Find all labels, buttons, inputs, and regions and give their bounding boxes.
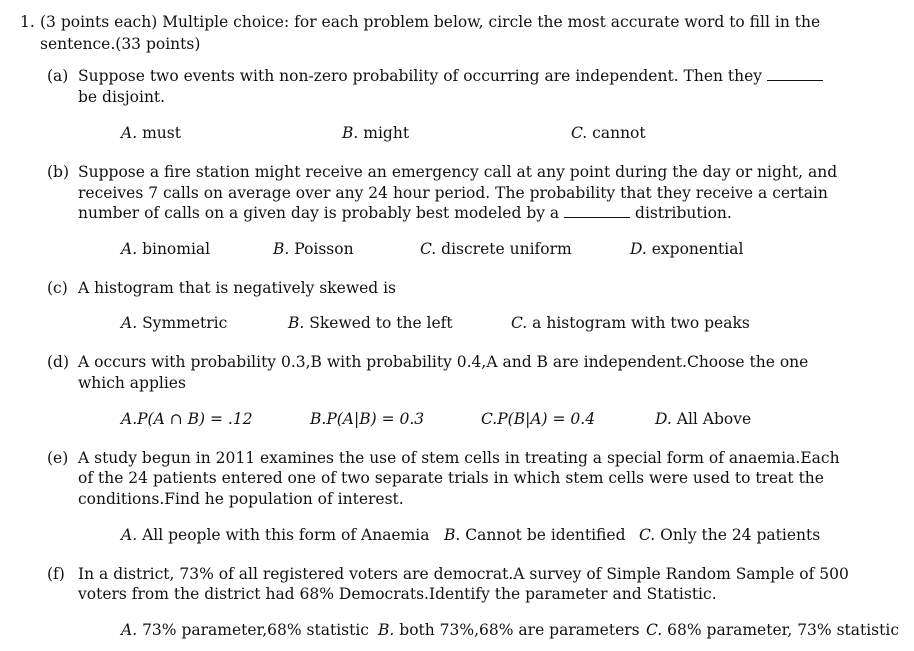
- option-b-D[interactable]: [630, 239, 743, 259]
- option-text: All Above: [676, 410, 752, 428]
- option-text: Cannot be identified: [465, 526, 626, 544]
- option-e-C[interactable]: [639, 525, 820, 545]
- option-c-C[interactable]: [511, 313, 750, 333]
- option-letter: A.: [121, 621, 138, 639]
- question-b-label: (b): [47, 163, 70, 181]
- problem-number: 1.: [20, 13, 35, 31]
- option-b-B[interactable]: [273, 239, 354, 259]
- option-letter: C.: [571, 124, 588, 142]
- option-b-A[interactable]: [121, 239, 210, 259]
- question-e-label: (e): [47, 449, 69, 467]
- option-d-C[interactable]: [481, 409, 595, 429]
- question-d-text-1: A occurs with probability 0.3,B with probability 0.4,A and B are independent.Choose the one: [78, 353, 809, 371]
- option-letter: B.: [444, 526, 461, 544]
- option-text: Skewed to the left: [309, 314, 453, 332]
- option-f-C[interactable]: [646, 620, 899, 640]
- question-f-text-2: voters from the district had 68% Democrats.Identify the parameter and Statistic.: [78, 585, 717, 603]
- question-a-label: (a): [47, 67, 69, 85]
- question-f-text-1: In a district, 73% of all registered voters are democrat.A survey of Simple Random Sample of 500: [78, 565, 849, 583]
- option-d-A[interactable]: [121, 409, 253, 429]
- option-f-B[interactable]: [378, 620, 640, 640]
- question-b-text-3: [78, 203, 732, 223]
- option-letter: A.: [121, 410, 138, 428]
- option-letter: B.: [288, 314, 305, 332]
- option-text: exponential: [651, 240, 744, 258]
- question-a-text-2: be disjoint.: [78, 88, 166, 106]
- option-letter: B.: [378, 621, 395, 639]
- option-letter: A.: [121, 240, 138, 258]
- option-text: 73% parameter,68% statistic: [142, 621, 369, 639]
- question-e-text-1: A study begun in 2011 examines the use of stem cells in treating a special form of anaemia.Each: [78, 449, 840, 467]
- option-text: a histogram with two peaks: [532, 314, 750, 332]
- answer-blank: [767, 68, 823, 81]
- question-e-text-3: conditions.Find he population of interest.: [78, 490, 404, 508]
- question-b-text-1: Suppose a fire station might receive an emergency call at any point during the day or night, and: [78, 163, 838, 181]
- option-letter: C.: [511, 314, 528, 332]
- option-c-B[interactable]: [288, 313, 453, 333]
- option-text: Only the 24 patients: [660, 526, 821, 544]
- option-f-A[interactable]: [121, 620, 369, 640]
- option-text: cannot: [592, 124, 646, 142]
- question-b-tail: distribution.: [635, 204, 732, 222]
- answer-blank: [564, 205, 630, 218]
- option-letter: B.: [273, 240, 290, 258]
- option-text: 68% parameter, 73% statistic: [667, 621, 900, 639]
- option-text: All people with this form of Anaemia: [142, 526, 430, 544]
- option-letter: C.: [420, 240, 437, 258]
- option-letter: A.: [121, 314, 138, 332]
- option-text: P(A|B) = 0.3: [326, 410, 425, 428]
- option-letter: C.: [481, 410, 498, 428]
- option-letter: D.: [655, 410, 672, 428]
- option-letter: C.: [646, 621, 663, 639]
- option-letter: A.: [121, 124, 138, 142]
- option-letter: A.: [121, 526, 138, 544]
- option-text: might: [363, 124, 410, 142]
- question-d-label: (d): [47, 353, 70, 371]
- option-e-A[interactable]: [121, 525, 430, 545]
- option-text: Poisson: [294, 240, 354, 258]
- instructions-line-1: (3 points each) Multiple choice: for each problem below, circle the most accurate word to fill in the: [40, 13, 821, 31]
- option-letter: B.: [310, 410, 327, 428]
- option-letter: C.: [639, 526, 656, 544]
- option-c-A[interactable]: [121, 313, 227, 333]
- question-c-text-1: A histogram that is negatively skewed is: [78, 279, 397, 297]
- option-text: P(B|A) = 0.4: [497, 410, 596, 428]
- option-text: P(A ∩ B) = .12: [137, 410, 253, 428]
- question-a-text-1: [78, 66, 823, 86]
- option-text: discrete uniform: [441, 240, 572, 258]
- question-d-text-2: which applies: [78, 374, 186, 392]
- option-b-C[interactable]: [420, 239, 572, 259]
- option-letter: B.: [342, 124, 359, 142]
- option-a-C[interactable]: [571, 123, 646, 143]
- question-c-label: (c): [47, 279, 68, 297]
- option-a-B[interactable]: [342, 123, 409, 143]
- option-letter: D.: [630, 240, 647, 258]
- question-b-text-2: receives 7 calls on average over any 24 hour period. The probability that they receive a certain: [78, 184, 828, 202]
- option-text: Symmetric: [142, 314, 228, 332]
- option-d-D[interactable]: [655, 409, 751, 429]
- question-b-stem: number of calls on a given day is probably best modeled by a: [78, 204, 560, 222]
- option-a-A[interactable]: [121, 123, 181, 143]
- option-d-B[interactable]: [310, 409, 424, 429]
- question-e-text-2: of the 24 patients entered one of two separate trials in which stem cells were used to treat the: [78, 469, 824, 487]
- option-text: binomial: [142, 240, 211, 258]
- option-text: must: [142, 124, 181, 142]
- option-e-B[interactable]: [444, 525, 626, 545]
- question-a-stem: Suppose two events with non-zero probability of occurring are independent. Then they: [78, 67, 763, 85]
- instructions-line-2: sentence.(33 points): [40, 35, 201, 53]
- question-f-label: (f): [47, 565, 65, 583]
- option-text: both 73%,68% are parameters: [399, 621, 640, 639]
